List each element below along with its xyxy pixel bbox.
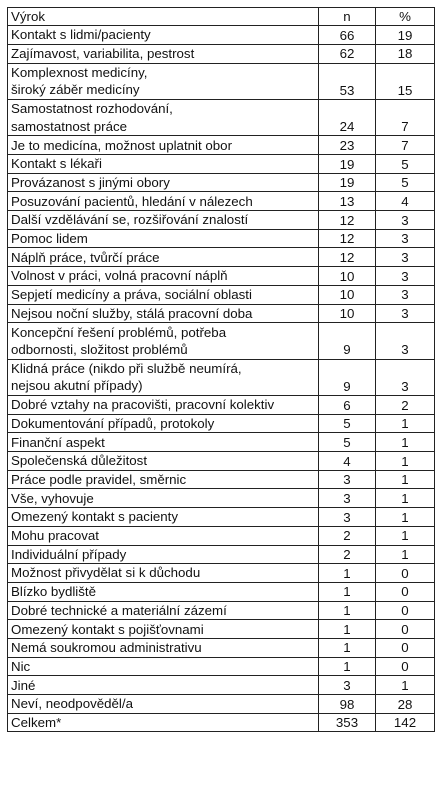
count-cell: 1 [319,638,376,657]
statement-cell [8,414,319,433]
statement-text: Individuální případy [11,546,127,562]
table-row [8,526,435,545]
percent-cell: 1 [376,526,435,545]
count-cell: 4 [319,452,376,471]
statement-text: Další vzdělávání se, rozšiřování znalostí [11,212,249,228]
percent-cell: 0 [376,582,435,601]
table-row [8,508,435,527]
count-cell: 3 [319,470,376,489]
count-cell: 12 [319,229,376,248]
statement-text: Dokumentování případů, protokoly [11,415,215,431]
statement-text: Nic [11,658,31,674]
percent-cell: 3 [376,229,435,248]
percent-cell: 0 [376,638,435,657]
table-row [8,99,435,135]
percent-cell: 1 [376,414,435,433]
table-row [8,285,435,304]
statement-text: Jiné [11,677,36,693]
count-cell: 6 [319,396,376,415]
table-header-row [8,8,435,26]
count-cell: 24 [319,99,376,135]
table-row [8,433,435,452]
statement-text: Možnost přivydělat si k důchodu [11,565,201,581]
statement-text: Pomoc lidem [11,231,88,247]
table-row [8,545,435,564]
percent-cell: 0 [376,657,435,676]
statement-cell [8,582,319,601]
table-row [8,323,435,359]
percent-cell: 1 [376,545,435,564]
table-row [8,657,435,676]
percent-cell: 18 [376,44,435,63]
count-cell: 1 [319,601,376,620]
statement-cell [8,545,319,564]
table-row [8,396,435,415]
statement-cell [8,638,319,657]
table-body [8,26,435,732]
percent-cell: 3 [376,304,435,323]
count-cell: 10 [319,267,376,286]
statement-text: nejsou akutní případy) [11,378,143,394]
statement-text: Náplň práce, tvůrčí práce [11,249,160,265]
count-cell: 9 [319,359,376,395]
statement-text: Posuzování pacientů, hledání v nálezech [11,193,253,209]
count-cell: 1 [319,657,376,676]
statement-text: Kontakt s lidmi/pacienty [11,27,151,43]
statement-text: Dobré vztahy na pracovišti, pracovní kolektiv [11,397,275,413]
percent-cell: 1 [376,676,435,695]
statement-text: Neví, neodpověděl/a [11,696,133,712]
statement-text: Zajímavost, variabilita, pestrost [11,46,195,62]
statement-cell [8,526,319,545]
count-cell: 62 [319,44,376,63]
table-row [8,26,435,45]
percent-cell: 1 [376,489,435,508]
table-row [8,638,435,657]
statement-text: Blízko bydliště [11,584,96,600]
count-cell: 353 [319,713,376,732]
header-percent: % [376,8,435,26]
table-row [8,564,435,583]
percent-cell: 4 [376,192,435,211]
statement-text: Mohu pracovat [11,528,99,544]
statement-text: Celkem* [11,714,62,730]
percent-cell: 3 [376,359,435,395]
table-row [8,63,435,99]
percent-cell: 19 [376,26,435,45]
statement-text: Omezený kontakt s pojišťovnami [11,621,204,637]
statement-text: Je to medicína, možnost uplatnit obor [11,137,232,153]
count-cell: 3 [319,489,376,508]
percent-cell: 1 [376,452,435,471]
percent-cell: 5 [376,155,435,174]
table-row [8,452,435,471]
statement-cell [8,26,319,45]
count-cell: 5 [319,433,376,452]
statements-table [7,7,435,732]
percent-cell: 1 [376,470,435,489]
count-cell: 1 [319,582,376,601]
header-count: n [319,8,376,26]
percent-cell: 0 [376,601,435,620]
statement-cell [8,63,319,99]
table-row [8,582,435,601]
statement-cell [8,601,319,620]
statement-cell [8,620,319,639]
statement-text: Vše, vyhovuje [11,490,94,506]
table-row [8,470,435,489]
table-row [8,713,435,732]
table-row [8,601,435,620]
statement-cell [8,173,319,192]
count-cell: 98 [319,695,376,714]
count-cell: 10 [319,285,376,304]
percent-cell: 0 [376,620,435,639]
percent-cell: 15 [376,63,435,99]
statement-text: Společenská důležitost [11,453,148,469]
statement-text: Práce podle pravidel, směrnic [11,472,187,487]
count-cell: 19 [319,173,376,192]
percent-cell: 7 [376,99,435,135]
statement-cell [8,713,319,732]
statement-text: Nejsou noční služby, stálá pracovní doba [11,305,253,321]
percent-cell: 0 [376,564,435,583]
header-statement: Výrok [8,8,319,26]
count-cell: 2 [319,526,376,545]
percent-cell: 28 [376,695,435,714]
percent-cell: 7 [376,136,435,155]
table-row [8,414,435,433]
statement-cell [8,657,319,676]
percent-cell: 5 [376,173,435,192]
statement-cell [8,211,319,230]
statement-cell [8,229,319,248]
statement-text: odbornosti, složitost problémů [11,341,188,357]
statement-cell [8,470,319,489]
statement-cell [8,155,319,174]
count-cell: 3 [319,676,376,695]
table-row [8,359,435,395]
statement-cell [8,267,319,286]
statement-cell [8,285,319,304]
count-cell: 53 [319,63,376,99]
statement-cell [8,304,319,323]
table-row [8,248,435,267]
count-cell: 23 [319,136,376,155]
count-cell: 9 [319,323,376,359]
table-row [8,267,435,286]
statement-cell [8,44,319,63]
statement-text: Volnost v práci, volná pracovní náplň [11,268,228,284]
percent-cell: 3 [376,211,435,230]
statement-text: samostatnost práce [11,118,128,134]
table-row [8,695,435,714]
count-cell: 10 [319,304,376,323]
percent-cell: 1 [376,433,435,452]
statement-cell [8,564,319,583]
statement-cell [8,695,319,714]
count-cell: 5 [319,414,376,433]
statement-text: Omezený kontakt s pacienty [11,509,179,525]
table-row [8,489,435,508]
statement-cell [8,248,319,267]
count-cell: 1 [319,564,376,583]
count-cell: 2 [319,545,376,564]
table-row [8,192,435,211]
table-row [8,620,435,639]
percent-cell: 3 [376,285,435,304]
statement-cell [8,508,319,527]
statement-cell [8,489,319,508]
table-row [8,211,435,230]
percent-cell: 3 [376,248,435,267]
statement-cell [8,396,319,415]
statement-text: Koncepční řešení problémů, potřeba [11,324,227,340]
table-row [8,173,435,192]
statement-text: Samostatnost rozhodování, [11,101,173,117]
table-row [8,229,435,248]
percent-cell: 3 [376,267,435,286]
statement-text: Nemá soukromou administrativu [11,640,202,656]
table-row [8,304,435,323]
percent-cell: 2 [376,396,435,415]
statement-text: Klidná práce (nikdo při službě neumírá, [11,361,242,377]
count-cell: 19 [319,155,376,174]
table-row [8,44,435,63]
statements-table-container [7,7,434,732]
statement-text: Dobré technické a materiální zázemí [11,602,227,618]
statement-text: Finanční aspekt [11,434,105,450]
count-cell: 66 [319,26,376,45]
statement-text: Kontakt s lékaři [11,156,102,172]
statement-cell [8,676,319,695]
count-cell: 12 [319,248,376,267]
statement-cell [8,452,319,471]
statement-text: Provázanost s jinými obory [11,174,170,190]
percent-cell: 3 [376,323,435,359]
statement-text: Sepjetí medicíny a práva, sociální oblasti [11,287,252,303]
statement-cell [8,433,319,452]
count-cell: 3 [319,508,376,527]
count-cell: 1 [319,620,376,639]
statement-text: Komplexnost medicíny, [11,65,148,81]
statement-text: široký záběr medicíny [11,82,140,98]
count-cell: 13 [319,192,376,211]
statement-cell [8,359,319,395]
statement-cell [8,136,319,155]
table-row [8,676,435,695]
count-cell: 12 [319,211,376,230]
statement-cell [8,323,319,359]
table-row [8,155,435,174]
statement-cell [8,192,319,211]
percent-cell: 1 [376,508,435,527]
table-row [8,136,435,155]
percent-cell: 142 [376,713,435,732]
statement-cell [8,99,319,135]
